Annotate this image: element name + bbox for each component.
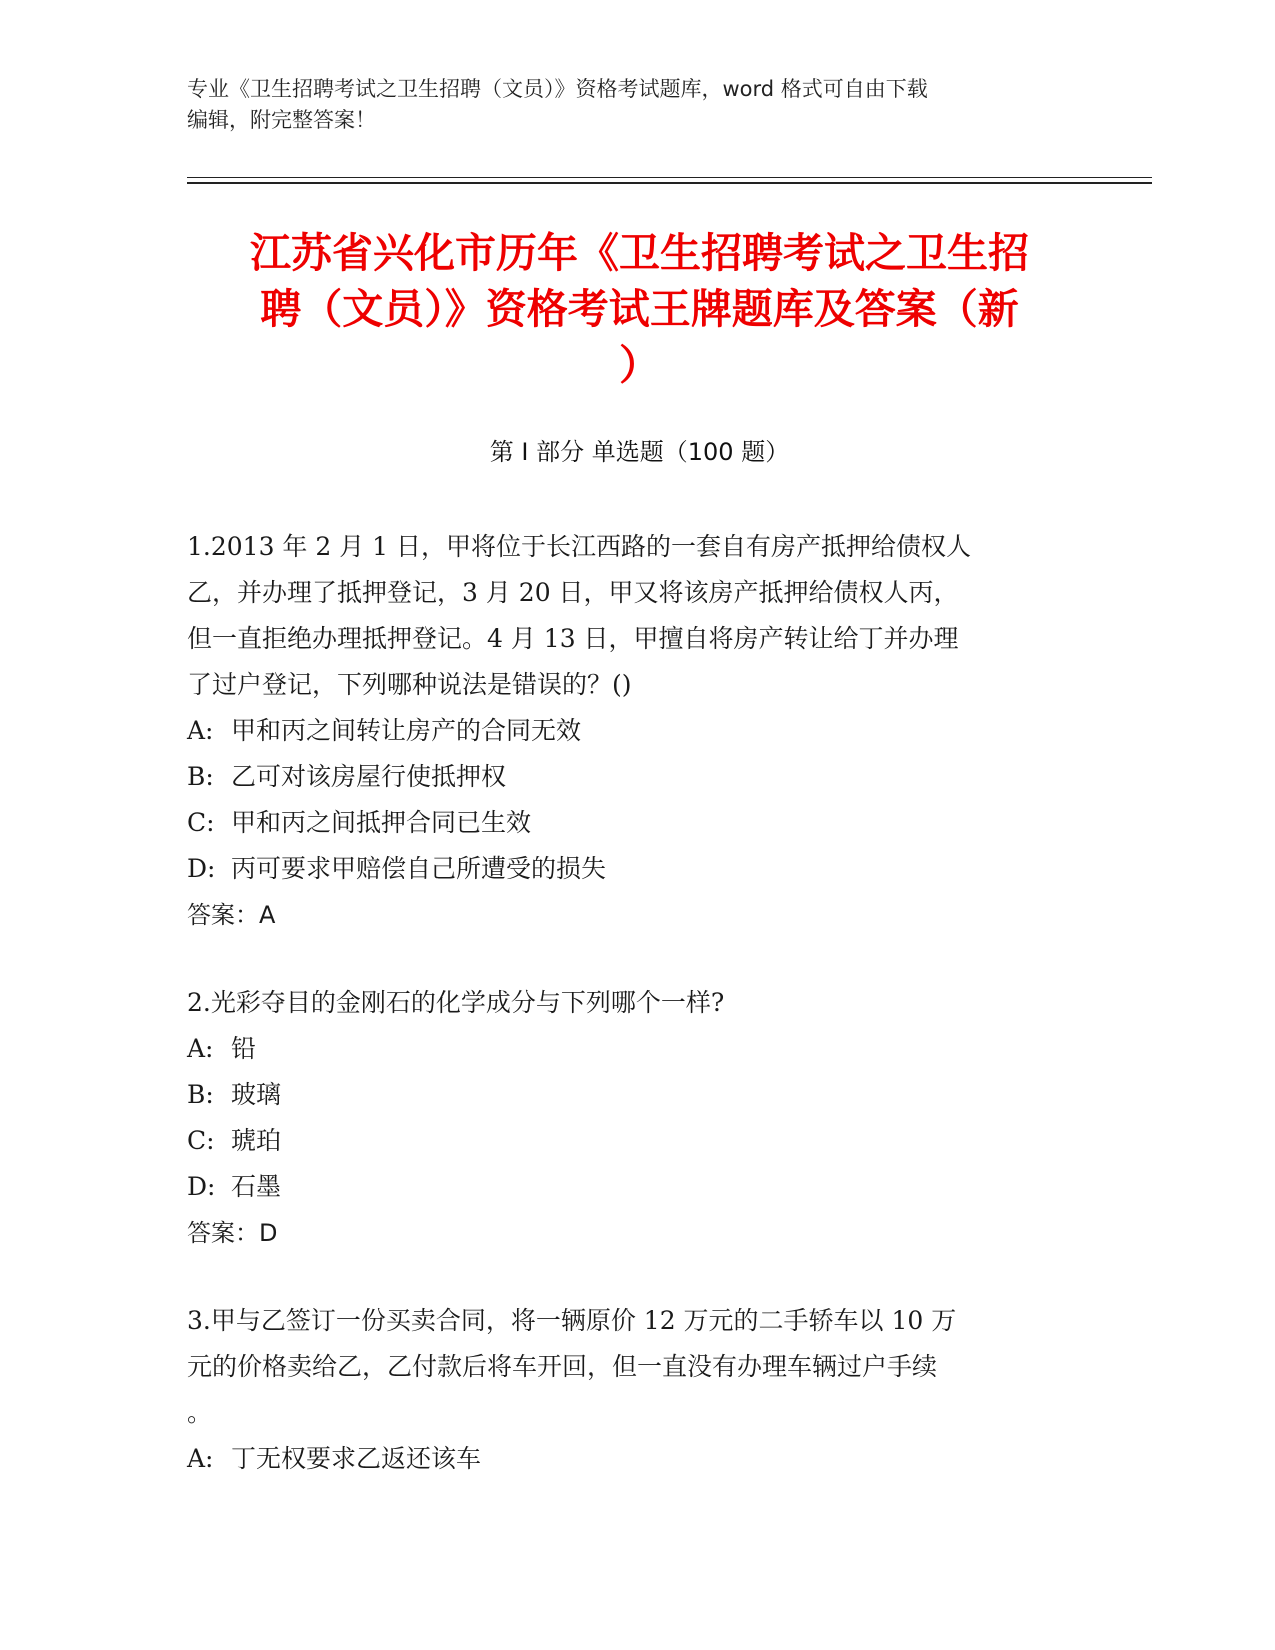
option-letter: C:: [187, 808, 215, 837]
option-b: [187, 754, 1067, 800]
option-d: [187, 1164, 1067, 1210]
question-stem: [187, 1298, 1067, 1436]
question-3: [187, 1298, 1067, 1482]
option-letter: B:: [187, 1080, 214, 1109]
header-note: [187, 74, 1067, 136]
question-stem: [187, 980, 1067, 1026]
stem-line: 但一直拒绝办理抵押登记。4 月 13 日，甲擅自将房产转让给丁并办理: [187, 624, 959, 653]
question-2: [187, 980, 1067, 1256]
option-a: [187, 708, 1067, 754]
option-letter: B:: [187, 762, 214, 791]
option-text: 丙可要求甲赔偿自己所遭受的损失: [231, 854, 607, 883]
question-stem: [187, 524, 1067, 708]
stem-line: 元的价格卖给乙，乙付款后将车开回，但一直没有办理车辆过户手续: [187, 1352, 938, 1381]
title-line-2: 聘（文员）》资格考试王牌题库及答案（新: [260, 285, 1019, 333]
option-text: 铅: [231, 1034, 257, 1063]
document-title: [187, 225, 1092, 393]
stem-line: 3.甲与乙签订一份买卖合同，将一辆原价 12 万元的二手轿车以 10 万: [187, 1306, 957, 1335]
stem-line: 1.2013 年 2 月 1 日，甲将位于长江西路的一套自有房产抵押给债权人: [187, 532, 972, 561]
answer: 答案：A: [187, 901, 276, 929]
option-letter: C:: [187, 1126, 215, 1155]
header-note-line-1: 专业《卫生招聘考试之卫生招聘（文员）》资格考试题库，word 格式可自由下载: [187, 77, 928, 101]
header-note-line-2: 编辑，附完整答案！: [187, 108, 376, 132]
title-line-1: 江苏省兴化市历年《卫生招聘考试之卫生招: [250, 229, 1029, 277]
option-letter: A:: [187, 1034, 214, 1063]
option-letter: D:: [187, 1172, 216, 1201]
option-b: [187, 1072, 1067, 1118]
option-letter: A:: [187, 716, 214, 745]
option-c: [187, 1118, 1067, 1164]
header-divider-thick: [187, 182, 1152, 184]
option-a: [187, 1436, 1067, 1482]
stem-line: 2.光彩夺目的金刚石的化学成分与下列哪个一样?: [187, 988, 725, 1017]
option-text: 甲和丙之间转让房产的合同无效: [231, 716, 582, 745]
stem-line: 。: [187, 1398, 213, 1427]
question-1: [187, 524, 1067, 938]
option-text: 乙可对该房屋行使抵押权: [231, 762, 507, 791]
option-text: 琥珀: [231, 1126, 282, 1155]
option-letter: D:: [187, 854, 216, 883]
stem-line: 乙，并办理了抵押登记，3 月 20 日，甲又将该房产抵押给债权人丙，: [187, 578, 959, 607]
answer: 答案：D: [187, 1219, 278, 1247]
option-letter: A:: [187, 1444, 214, 1473]
option-text: 石墨: [231, 1172, 282, 1201]
section-heading: 第 I 部分 单选题（100 题）: [489, 438, 790, 466]
option-text: 甲和丙之间抵押合同已生效: [231, 808, 532, 837]
title-line-3: ）: [619, 341, 660, 389]
option-a: [187, 1026, 1067, 1072]
option-d: [187, 846, 1067, 892]
option-c: [187, 800, 1067, 846]
header-divider-thin: [187, 177, 1152, 178]
option-text: 丁无权要求乙返还该车: [231, 1444, 482, 1473]
option-text: 玻璃: [231, 1080, 282, 1109]
stem-line: 了过户登记，下列哪种说法是错误的？(): [187, 670, 632, 699]
